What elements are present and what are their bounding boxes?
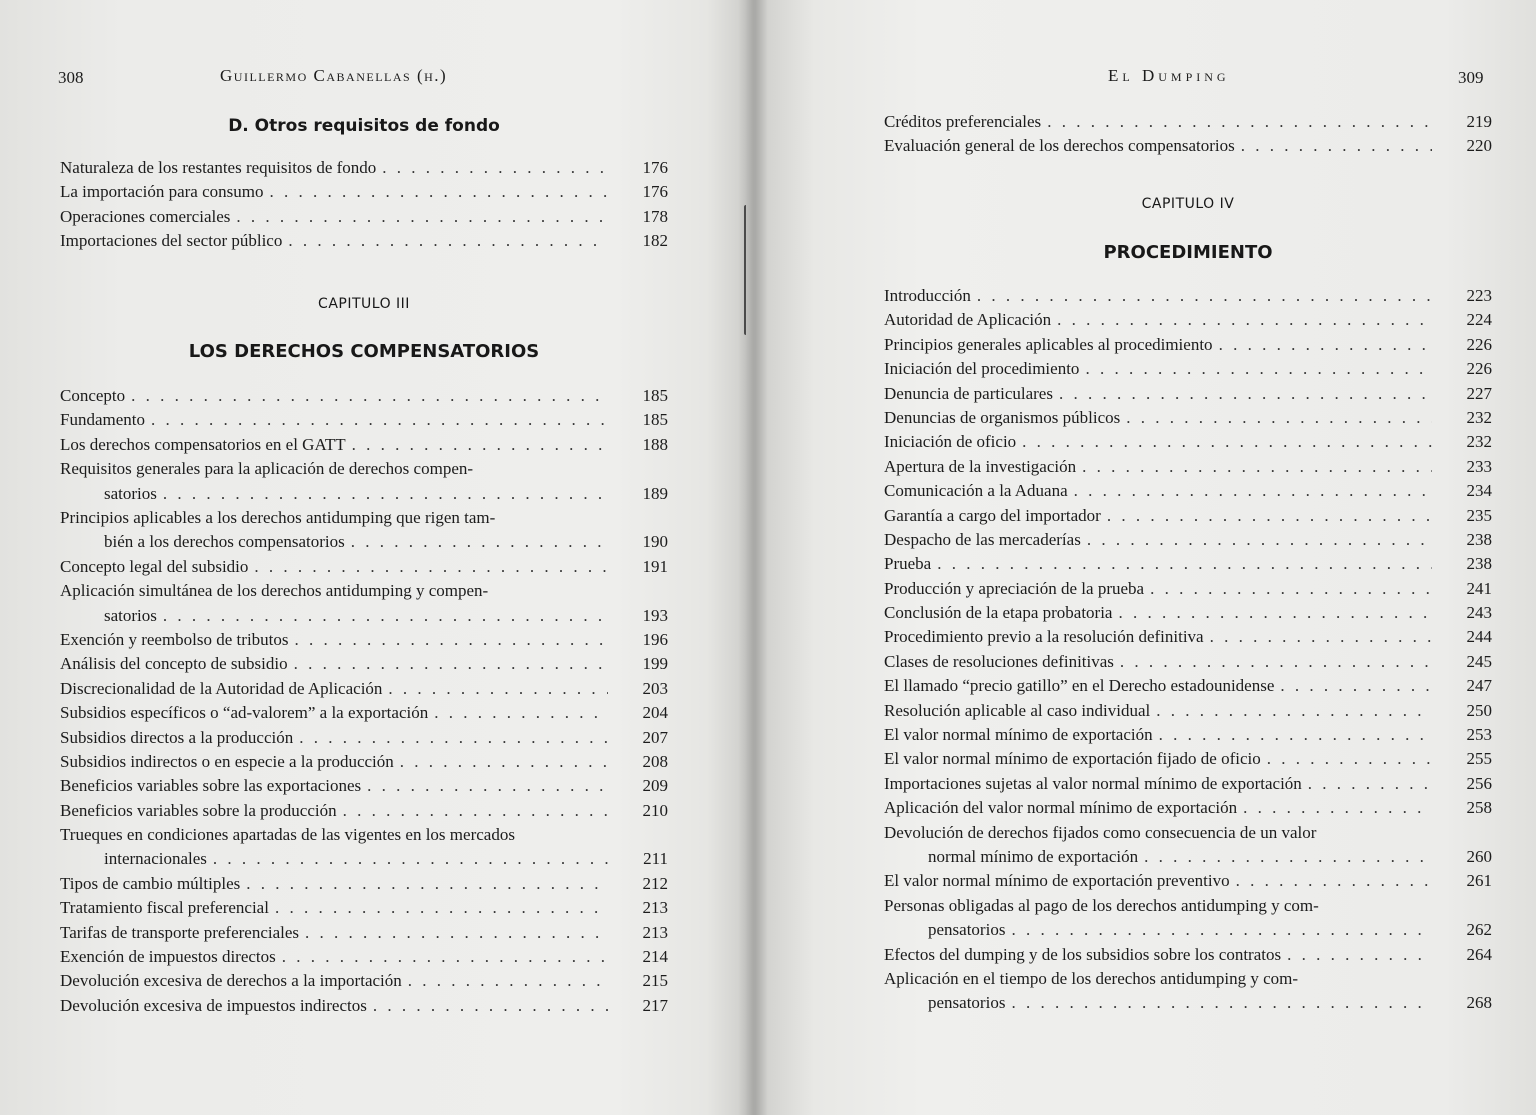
toc-entry-title: Operaciones comerciales [60, 206, 231, 226]
toc-entry-title: Exención de impuestos directos [60, 947, 276, 967]
dot-leader [1120, 652, 1432, 672]
dot-leader [1219, 335, 1432, 355]
toc-entry [884, 725, 1492, 749]
toc-page-number: 209 [642, 776, 668, 796]
toc-entry [884, 798, 1492, 822]
toc-page-number: 220 [1466, 136, 1492, 156]
toc-entry [884, 701, 1492, 725]
dot-leader [1085, 359, 1432, 379]
toc-page-number: 256 [1466, 773, 1492, 793]
toc-entry [60, 947, 668, 971]
toc-page-number: 260 [1466, 846, 1492, 866]
toc-entry [884, 652, 1492, 676]
toc-page-number: 182 [642, 231, 668, 251]
dot-leader [434, 703, 608, 723]
toc-entry [884, 579, 1492, 603]
dot-leader [367, 776, 608, 796]
toc-entry-line [884, 530, 1436, 550]
toc-entry-line [884, 310, 1436, 330]
toc-entry-title-continuation: internacionales [104, 849, 207, 869]
toc-entry [60, 679, 668, 703]
toc-entry-title: Devolución excesiva de impuestos indirectos [60, 995, 367, 1015]
running-head: Guillermo Cabanellas (h.) [220, 66, 448, 85]
toc-entry [884, 310, 1492, 334]
toc-page-number: 245 [1466, 651, 1492, 671]
dot-leader [343, 801, 608, 821]
toc-entry-line [884, 749, 1436, 769]
toc-entry-title: Autoridad de Aplicación [884, 310, 1052, 330]
dot-leader [1267, 749, 1432, 769]
toc-entry [884, 945, 1492, 969]
toc-entry-title: Discrecionalidad de la Autoridad de Aplicación [60, 678, 383, 698]
toc-page-number: 247 [1466, 676, 1492, 696]
toc-entry [884, 457, 1492, 481]
toc-entry-title: Personas obligadas al pago de los derechos antidumping y com- [884, 895, 1319, 915]
toc-entry [60, 776, 668, 800]
toc-entry [60, 923, 668, 947]
toc-page-number: 211 [643, 849, 668, 869]
toc-entry-title: Fundamento [60, 410, 145, 430]
toc-entry [60, 703, 668, 727]
toc-entry-line [884, 579, 1436, 599]
toc-entry-title: Devolución excesiva de derechos a la importación [60, 971, 402, 991]
toc-entry [60, 971, 668, 995]
dot-leader [373, 996, 608, 1016]
dot-leader [1236, 871, 1432, 891]
toc-page-number: 189 [642, 483, 668, 503]
dot-leader [400, 752, 608, 772]
toc-page-number: 185 [642, 386, 668, 405]
toc-entry [60, 728, 668, 752]
toc-page-number: 210 [642, 800, 668, 820]
toc-entry-title: Comunicación a la Aduana [884, 481, 1068, 501]
toc-entry [60, 630, 668, 654]
toc-entry-line [60, 435, 612, 455]
toc-entry-title-continuation: satorios [104, 605, 157, 625]
toc-entry [884, 136, 1492, 160]
dot-leader [269, 182, 608, 202]
dot-leader [1308, 774, 1432, 794]
toc-entry-line [884, 871, 1436, 891]
toc-entry-title: El llamado “precio gatillo” en el Derecho estadounidense [884, 676, 1275, 696]
toc-entry [60, 158, 668, 182]
toc-page-number: 223 [1466, 286, 1492, 305]
right-page [768, 0, 1536, 1115]
dot-leader [246, 874, 608, 894]
toc-entry-title: Garantía a cargo del importador [884, 505, 1101, 525]
toc-entry [60, 410, 668, 434]
dot-leader [254, 557, 608, 577]
toc-entry-line [884, 112, 1436, 132]
dot-leader [1118, 603, 1432, 623]
toc-entry [884, 506, 1492, 530]
toc-entry [884, 749, 1492, 773]
toc-entry [884, 774, 1492, 798]
toc-entry-title: La importación para consumo [60, 182, 264, 202]
toc-page-number: 224 [1466, 310, 1492, 330]
toc-entry [60, 654, 668, 678]
toc-page-number: 215 [642, 971, 668, 991]
toc-entry [884, 112, 1492, 136]
toc-entry [60, 825, 668, 874]
toc-entry-line [884, 676, 1436, 696]
toc-entry-line [928, 920, 1436, 940]
toc-page-number: 268 [1466, 993, 1492, 1013]
page-number: 309 [1458, 68, 1484, 87]
toc-entry-title: Tarifas de transporte preferenciales [60, 922, 300, 942]
toc-page-number: 261 [1466, 871, 1492, 891]
dot-leader [288, 231, 608, 251]
toc-entry [884, 969, 1492, 1018]
toc-page-number: 226 [1466, 334, 1492, 354]
toc-entry-line [104, 849, 612, 869]
toc-page-number: 178 [642, 206, 668, 226]
toc-entry-line [60, 158, 612, 178]
toc-entry-title: Principios aplicables a los derechos antidumping que rigen tam- [60, 507, 496, 527]
dot-leader [295, 630, 608, 650]
toc-entry-line [60, 557, 612, 577]
toc-entry-line [60, 898, 612, 918]
toc-page-number: 204 [642, 703, 668, 723]
toc-entry-title: Introducción [884, 286, 971, 305]
toc-page-number: 208 [642, 751, 668, 771]
toc-entry-line [60, 386, 612, 406]
toc-entry-title: Iniciación de oficio [884, 432, 1017, 452]
toc-entry-title: Subsidios específicos o “ad-valorem” a la exportación [60, 703, 429, 723]
chapter-title: PROCEDIMIENTO [1103, 242, 1273, 263]
toc-entry [884, 384, 1492, 408]
toc-entry [884, 554, 1492, 578]
toc-page-number: 191 [642, 556, 668, 576]
dot-leader [1241, 136, 1432, 156]
dot-leader [1022, 432, 1432, 452]
toc-entry-line [884, 603, 1436, 623]
toc-page-number: 176 [642, 158, 668, 177]
toc-page-number: 176 [642, 182, 668, 202]
toc-entry-line [60, 630, 612, 650]
toc-entry-line [60, 728, 612, 748]
dot-leader [1074, 481, 1432, 501]
toc-entry-title: El valor normal mínimo de exportación [884, 725, 1153, 745]
toc-page-number: 244 [1466, 627, 1492, 647]
toc-entry [884, 603, 1492, 627]
toc-entry-line [60, 752, 612, 772]
toc-entry-line [104, 606, 612, 626]
dot-leader [977, 286, 1432, 306]
toc-page-number: 232 [1466, 432, 1492, 452]
toc-entry [60, 752, 668, 776]
toc-page-number: 262 [1466, 920, 1492, 940]
dot-leader [351, 532, 608, 552]
toc-page-number: 234 [1466, 481, 1492, 501]
dot-leader [1107, 506, 1432, 526]
running-head: El Dumping [1108, 66, 1230, 85]
toc-page-number: 193 [642, 605, 668, 625]
toc-entry [884, 823, 1492, 872]
dot-leader [305, 923, 608, 943]
toc-entry-title: Los derechos compensatorios en el GATT [60, 434, 346, 454]
toc-entry-title: Producción y apreciación de la prueba [884, 578, 1145, 598]
toc-entry [884, 408, 1492, 432]
toc-entry [60, 581, 668, 630]
gutter-shadow [738, 0, 768, 1115]
toc-entry-title-continuation: pensatorios [928, 993, 1006, 1013]
toc-list-chapter [60, 386, 668, 1020]
dot-leader [1159, 725, 1432, 745]
toc-entry-title: Naturaleza de los restantes requisitos de fondo [60, 158, 377, 177]
toc-entry-title: Conclusión de la etapa probatoria [884, 603, 1113, 623]
toc-entry-title-continuation: pensatorios [928, 920, 1006, 940]
dot-leader [213, 849, 608, 869]
toc-entry-title: Despacho de las mercaderías [884, 529, 1081, 549]
toc-list-top [884, 112, 1492, 161]
toc-page-number: 214 [642, 947, 668, 967]
dot-leader [275, 898, 608, 918]
toc-page-number: 226 [1466, 359, 1492, 379]
toc-page-number: 219 [1466, 112, 1492, 131]
toc-page-number: 196 [642, 629, 668, 649]
toc-entry [884, 286, 1492, 310]
toc-entry-title: Procedimiento previo a la resolución definitiva [884, 627, 1204, 647]
toc-page-number: 233 [1466, 456, 1492, 476]
dot-leader [1144, 847, 1432, 867]
dot-leader [151, 410, 608, 430]
toc-entry-title: Prueba [884, 554, 932, 574]
toc-page-number: 250 [1466, 700, 1492, 720]
toc-page-number: 238 [1466, 554, 1492, 574]
chapter-label: CAPITULO IV [1141, 196, 1235, 212]
toc-page-number: 232 [1466, 407, 1492, 427]
toc-entry [884, 481, 1492, 505]
chapter-label: CAPITULO III [318, 296, 410, 312]
toc-entry-line [60, 182, 612, 202]
toc-entry-line [104, 532, 612, 552]
toc-entry-title: Requisitos generales para la aplicación de derechos compen- [60, 459, 474, 479]
dot-leader [1210, 627, 1432, 647]
toc-entry [60, 557, 668, 581]
dot-leader [1011, 993, 1432, 1013]
toc-entry-line [884, 554, 1436, 574]
dot-leader [1280, 676, 1432, 696]
toc-entry [60, 435, 668, 459]
dot-leader [1047, 112, 1432, 132]
toc-entry-title: Subsidios indirectos o en especie a la producción [60, 751, 394, 771]
toc-page-number: 264 [1466, 944, 1492, 964]
toc-entry-line [884, 774, 1436, 794]
toc-entry [60, 874, 668, 898]
dot-leader [937, 554, 1432, 574]
toc-entry-line [60, 703, 612, 723]
dot-leader [352, 435, 608, 455]
section-heading: D. Otros requisitos de fondo [228, 116, 500, 136]
dot-leader [1150, 579, 1432, 599]
toc-entry-line [884, 432, 1436, 452]
toc-entry-line [60, 231, 612, 251]
toc-entry-title: Resolución aplicable al caso individual [884, 700, 1151, 720]
toc-entry-line [60, 801, 612, 821]
toc-page-number: 212 [642, 873, 668, 893]
toc-entry [60, 898, 668, 922]
toc-entry [884, 530, 1492, 554]
toc-entry [884, 359, 1492, 383]
toc-entry-line [884, 457, 1436, 477]
toc-page-number: 203 [642, 678, 668, 698]
toc-entry [60, 386, 668, 410]
dot-leader [1243, 798, 1432, 818]
toc-entry-title: Aplicación en el tiempo de los derechos antidumping y com- [884, 968, 1299, 988]
toc-entry-line [60, 996, 612, 1016]
toc-page-number: 243 [1466, 603, 1492, 623]
dot-leader [163, 484, 608, 504]
toc-page-number: 217 [642, 995, 668, 1015]
toc-page-number: 255 [1466, 749, 1492, 769]
toc-page-number: 241 [1466, 578, 1492, 598]
dot-leader [1287, 945, 1432, 965]
dot-leader [382, 158, 608, 178]
toc-entry-line [104, 484, 612, 504]
toc-entry-title: Aplicación simultánea de los derechos antidumping y compen- [60, 581, 489, 601]
toc-entry-line [884, 725, 1436, 745]
toc-entry-line [884, 652, 1436, 672]
toc-entry-line [884, 506, 1436, 526]
toc-entry-title: Clases de resoluciones definitivas [884, 651, 1114, 671]
toc-page-number: 185 [642, 410, 668, 430]
toc-page-number: 213 [642, 898, 668, 918]
toc-entry-title-continuation: bién a los derechos compensatorios [104, 532, 345, 552]
toc-entry-line [60, 654, 612, 674]
toc-entry-title: Concepto [60, 386, 126, 405]
dot-leader [299, 728, 608, 748]
toc-entry-title: Análisis del concepto de subsidio [60, 654, 288, 674]
toc-page-number: 253 [1466, 725, 1492, 745]
dot-leader [1011, 920, 1432, 940]
toc-page-number: 213 [642, 922, 668, 942]
toc-entry-line [884, 286, 1436, 306]
toc-entry [60, 996, 668, 1020]
toc-entry [60, 508, 668, 557]
toc-page-number: 188 [642, 434, 668, 454]
toc-entry-title: Principios generales aplicables al procedimiento [884, 334, 1213, 354]
toc-entry-title-continuation: normal mínimo de exportación [928, 846, 1139, 866]
toc-entry-title: El valor normal mínimo de exportación fijado de oficio [884, 749, 1261, 769]
toc-entry-title-continuation: satorios [104, 483, 157, 503]
toc-entry [884, 896, 1492, 945]
toc-entry [884, 871, 1492, 895]
toc-list-section [60, 158, 668, 256]
dot-leader [236, 207, 608, 227]
toc-entry-line [884, 627, 1436, 647]
toc-entry-line [884, 408, 1436, 428]
dot-leader [1059, 384, 1432, 404]
toc-page-number: 227 [1466, 383, 1492, 403]
toc-entry [884, 676, 1492, 700]
toc-entry-title: Beneficios variables sobre las exportaciones [60, 776, 362, 796]
toc-entry-title: Devolución de derechos fijados como consecuencia de un valor [884, 822, 1317, 842]
toc-page-number: 238 [1466, 529, 1492, 549]
toc-entry [60, 231, 668, 255]
toc-entry-line [884, 701, 1436, 721]
toc-entry [60, 801, 668, 825]
toc-page-number: 207 [642, 727, 668, 747]
dot-leader [282, 947, 608, 967]
toc-entry-title: Denuncias de organismos públicos [884, 407, 1121, 427]
toc-entry-title: Tipos de cambio múltiples [60, 873, 241, 893]
toc-entry [60, 459, 668, 508]
dot-leader [1082, 457, 1432, 477]
left-page [0, 0, 740, 1115]
toc-page-number: 235 [1466, 505, 1492, 525]
binding-thread [744, 205, 750, 335]
toc-entry-line [60, 923, 612, 943]
toc-entry-line [60, 874, 612, 894]
toc-entry-line [928, 993, 1436, 1013]
toc-entry-line [928, 847, 1436, 867]
page-number: 308 [58, 68, 84, 87]
toc-entry-title: Importaciones sujetas al valor normal mínimo de exportación [884, 773, 1302, 793]
toc-entry-line [884, 335, 1436, 355]
dot-leader [163, 606, 608, 626]
dot-leader [294, 654, 608, 674]
chapter-title: LOS DERECHOS COMPENSATORIOS [188, 341, 540, 362]
dot-leader [131, 386, 608, 406]
toc-entry-title: El valor normal mínimo de exportación preventivo [884, 871, 1230, 891]
toc-entry-line [60, 971, 612, 991]
dot-leader [1156, 701, 1432, 721]
toc-entry [884, 627, 1492, 651]
toc-entry-title: Créditos preferenciales [884, 112, 1042, 131]
toc-entry-title: Denuncia de particulares [884, 383, 1053, 403]
toc-entry-title: Concepto legal del subsidio [60, 556, 249, 576]
dot-leader [388, 679, 608, 699]
toc-entry [884, 432, 1492, 456]
toc-entry-title: Iniciación del procedimiento [884, 359, 1080, 379]
toc-entry-title: Apertura de la investigación [884, 456, 1077, 476]
toc-entry-title: Subsidios directos a la producción [60, 727, 294, 747]
toc-entry-title: Tratamiento fiscal preferencial [60, 898, 269, 918]
dot-leader [1057, 310, 1432, 330]
toc-entry-line [884, 481, 1436, 501]
toc-entry-line [60, 410, 612, 430]
toc-entry-title: Evaluación general de los derechos compensatorios [884, 136, 1235, 156]
toc-entry-title: Importaciones del sector público [60, 231, 283, 251]
toc-entry [60, 182, 668, 206]
toc-entry-line [60, 679, 612, 699]
toc-entry-title: Trueques en condiciones apartadas de las vigentes en los mercados [60, 825, 515, 845]
dot-leader [408, 971, 608, 991]
dot-leader [1087, 530, 1432, 550]
toc-entry-line [60, 776, 612, 796]
toc-entry-line [884, 798, 1436, 818]
dot-leader [1126, 408, 1432, 428]
toc-entry-title: Exención y reembolso de tributos [60, 629, 289, 649]
toc-page-number: 258 [1466, 798, 1492, 818]
toc-entry-title: Aplicación del valor normal mínimo de exportación [884, 798, 1238, 818]
toc-entry [884, 335, 1492, 359]
toc-entry-line [60, 207, 612, 227]
toc-entry-line [884, 359, 1436, 379]
toc-entry [60, 207, 668, 231]
toc-page-number: 190 [642, 532, 668, 552]
toc-page-number: 199 [642, 654, 668, 674]
toc-entry-title: Beneficios variables sobre la producción [60, 800, 337, 820]
toc-entry-line [884, 945, 1436, 965]
toc-entry-line [60, 947, 612, 967]
toc-list-chapter [884, 286, 1492, 1018]
toc-entry-title: Efectos del dumping y de los subsidios sobre los contratos [884, 944, 1282, 964]
toc-entry-line [884, 384, 1436, 404]
toc-entry-line [884, 136, 1436, 156]
